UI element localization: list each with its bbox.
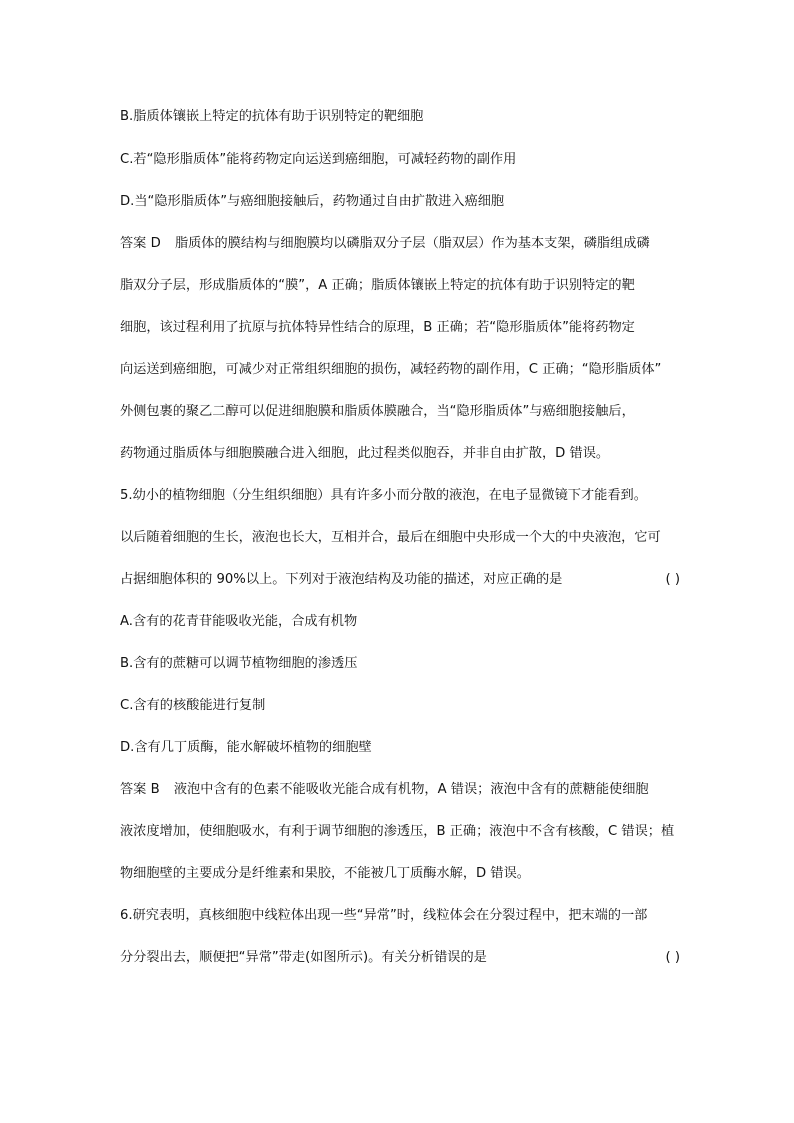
q5-stem-line-3 [120, 571, 680, 589]
q4-answer-line-3: 细胞，该过程利用了抗原与抗体特异性结合的原理，B 正确；若“隐形脂质体”能将药物定 [120, 320, 635, 335]
q4-answer-line-4: 向运送到癌细胞，可减少对正常组织细胞的损伤，减轻药物的副作用，C 正确；“隐形脂质体” [120, 362, 662, 377]
answer-label: 答案 [120, 236, 147, 251]
q5-answer-bracket: ( ) [665, 572, 680, 587]
answer-key: B [150, 782, 160, 797]
q5-stem-line-1: 5.幼小的植物细胞（分生组织细胞）具有许多小而分散的液泡，在电子显微镜下才能看到。 [120, 488, 647, 503]
q6-stem-text: 分分裂出去，顺便把“异常”带走(如图所示)。有关分析错误的是 [120, 950, 487, 965]
q6-stem-line-1: 6.研究表明，真核细胞中线粒体出现一些“异常”时，线粒体会在分裂过程中，把末端的一部 [120, 908, 648, 923]
q5-answer-line-3: 物细胞壁的主要成分是纤维素和果胶，不能被几丁质酶水解，D 错误。 [120, 866, 530, 881]
q5-stem-line-2: 以后随着细胞的生长，液泡也长大，互相并合，最后在细胞中央形成一个大的中央液泡，它可 [120, 530, 661, 545]
q5-option-d: D.含有几丁质酶，能水解破坏植物的细胞壁 [120, 740, 372, 755]
q4-option-c: C.若“隐形脂质体”能将药物定向运送到癌细胞，可减轻药物的副作用 [120, 152, 517, 167]
answer-text: 脂质体的膜结构与细胞膜均以磷脂双分子层（脂双层）作为基本支架，磷脂组成磷 [174, 236, 650, 251]
q4-answer-line-5: 外侧包裹的聚乙二醇可以促进细胞膜和脂质体膜融合，当“隐形脂质体”与癌细胞接触后， [120, 404, 635, 419]
q4-answer-line-2: 脂双分子层，形成脂质体的“膜”，A 正确；脂质体镶嵌上特定的抗体有助于识别特定的靶 [120, 278, 635, 293]
q4-answer-line-1 [120, 235, 680, 253]
answer-label: 答案 [120, 782, 147, 797]
q4-option-b: B.脂质体镶嵌上特定的抗体有助于识别特定的靶细胞 [120, 109, 424, 124]
q5-option-c: C.含有的核酸能进行复制 [120, 698, 266, 713]
q6-answer-bracket: ( ) [665, 950, 680, 965]
q5-answer-line-1 [120, 781, 680, 799]
q5-option-b: B.含有的蔗糖可以调节植物细胞的渗透压 [120, 656, 358, 671]
q4-option-d: D.当“隐形脂质体”与癌细胞接触后，药物通过自由扩散进入癌细胞 [120, 194, 505, 209]
q5-answer-line-2: 液浓度增加，使细胞吸水，有利于调节细胞的渗透压，B 正确；液泡中不含有核酸，C 错误；植 [120, 824, 675, 839]
q6-stem-line-2 [120, 949, 680, 967]
q5-stem-text: 占据细胞体积的 90%以上。下列对于液泡结构及功能的描述，对应正确的是 [120, 572, 563, 587]
answer-text: 液泡中含有的色素不能吸收光能合成有机物，A 错误；液泡中含有的蔗糖能使细胞 [173, 782, 649, 797]
q4-answer-line-6: 药物通过脂质体与细胞膜融合进入细胞，此过程类似胞吞，并非自由扩散，D 错误。 [120, 446, 610, 461]
q5-option-a: A.含有的花青苷能吸收光能，合成有机物 [120, 614, 358, 629]
answer-key: D [150, 236, 161, 251]
